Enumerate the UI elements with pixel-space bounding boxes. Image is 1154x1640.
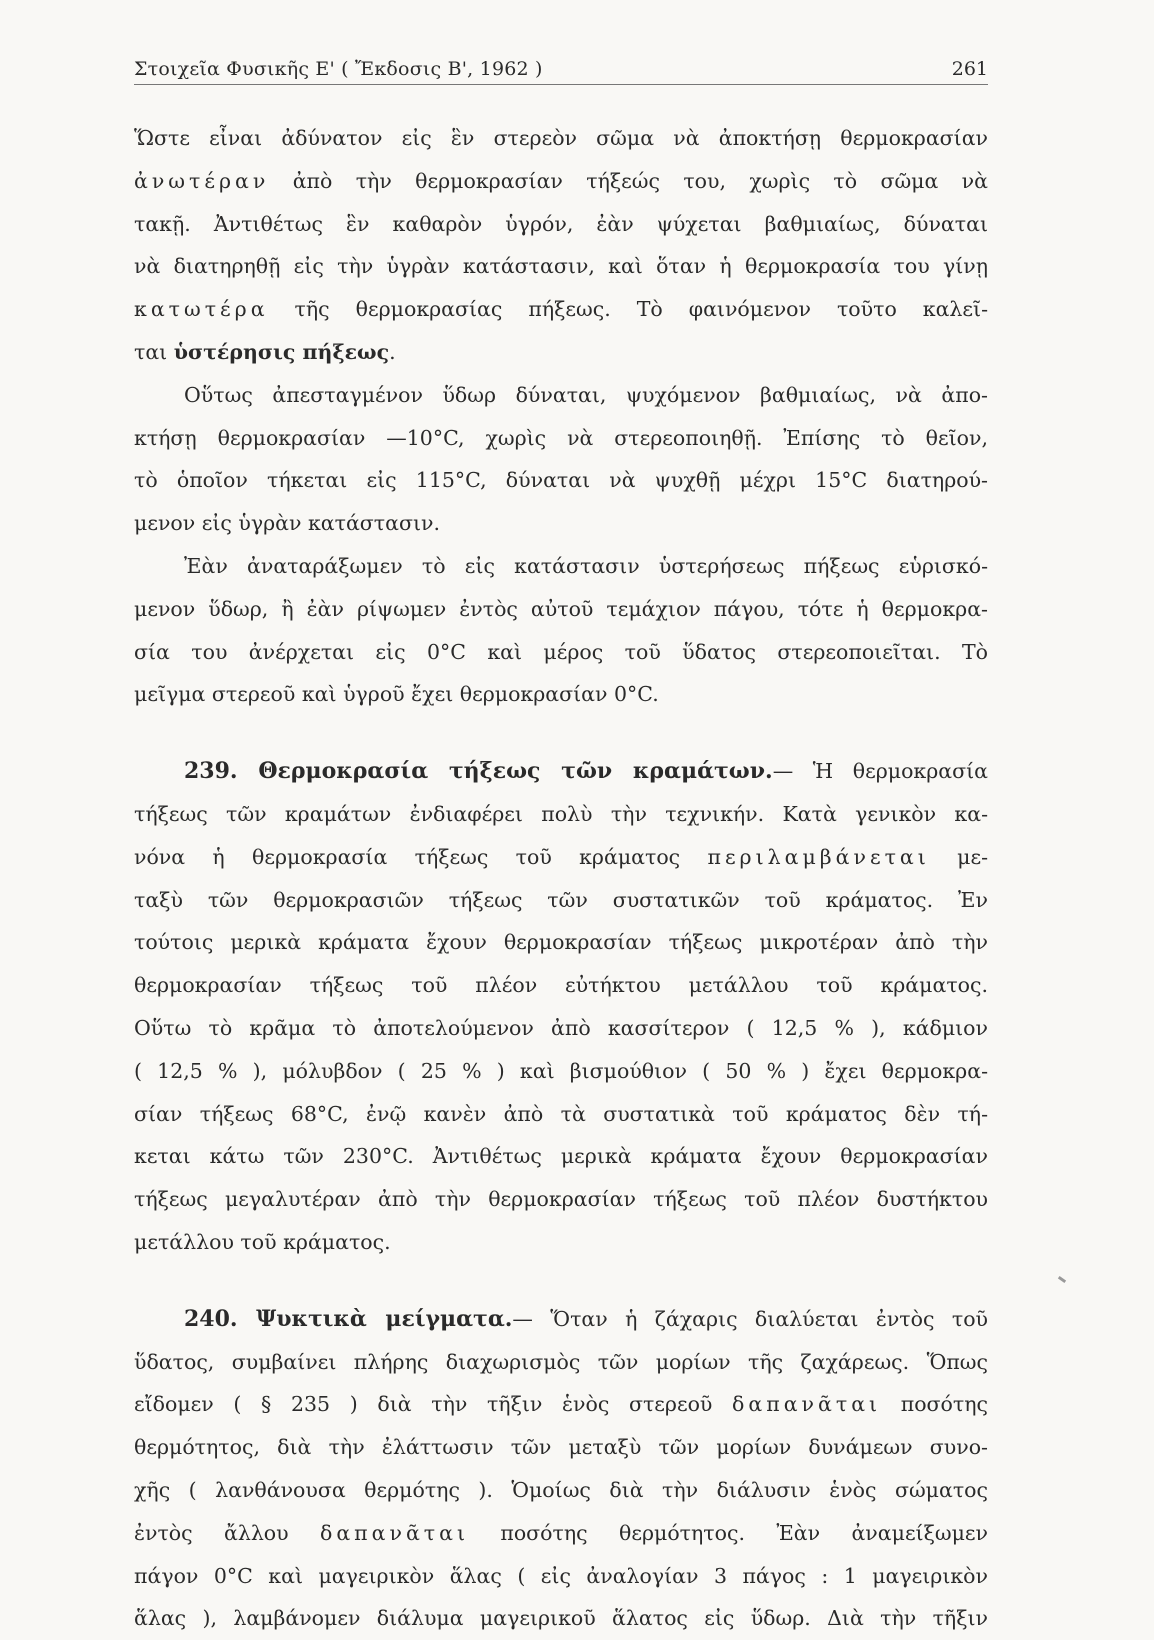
text-line: σία του ἀνέρχεται εἰς 0°C καὶ μέρος τοῦ ὕδατος στερεοποιεῖται. Τὸ: [134, 639, 988, 664]
text-line: μεῖγμα στερεοῦ καὶ ὑγροῦ ἔχει θερμοκρασίαν 0°C.: [134, 682, 659, 707]
section-240-first-line: 240. Ψυκτικὰ μείγματα.— Ὅταν ἡ ζάχαρις διαλύεται ἐντὸς τοῦ: [184, 1305, 988, 1332]
text-line: Ὥστε εἶναι ἀδύνατον εἰς ἓν στερεὸν σῶμα νὰ ἀποκτήσῃ θερμοκρασίαν: [134, 126, 988, 150]
spaced-emphasis: δαπανᾶται: [319, 1520, 470, 1545]
text-line: Οὕτω τὸ κρᾶμα τὸ ἀποτελούμενον ἀπὸ κασσίτερον ( 12,5 % ), κάδμιον: [134, 1015, 988, 1040]
spaced-emphasis: περιλαμβάνεται: [707, 844, 930, 869]
bold-term: ὑστέρησις πήξεως: [173, 339, 390, 364]
text-line: ( 12,5 % ), μόλυβδον ( 25 % ) καὶ βισμούθιον ( 50 % ) ἔχει θερμοκρα-: [134, 1058, 988, 1083]
body-text: [134, 117, 988, 1640]
text-line: πάγον 0°C καὶ μαγειρικὸν ἅλας ( εἰς ἀναλογίαν 3 πάγος : 1 μαγειρικὸν: [134, 1563, 988, 1588]
section-239-first-line: 239. Θερμοκρασία τήξεως τῶν κραμάτων.— Ἡ θερμοκρασία: [184, 758, 988, 785]
text-line: μενον εἰς ὑγρὰν κατάστασιν.: [134, 511, 440, 536]
text-line: Ἐὰν ἀναταράξωμεν τὸ εἰς κατάστασιν ὑστερήσεως πήξεως εὑρισκό-: [184, 553, 988, 578]
spaced-emphasis: κατωτέρα: [134, 297, 269, 322]
text-line: Οὕτως ἀπεσταγμένον ὕδωρ δύναται, ψυχόμενον βαθμιαίως, νὰ ἀπο-: [184, 382, 988, 407]
text-line: κτήσῃ θερμοκρασίαν —10°C, χωρὶς νὰ στερεοποιηθῇ. Ἐπίσης τὸ θεῖον,: [134, 425, 988, 450]
text-line: τακῇ. Ἀντιθέτως ἓν καθαρὸν ὑγρόν, ἐὰν ψύχεται βαθμιαίως, δύναται: [134, 211, 988, 236]
text-line: θερμότητος, διὰ τὴν ἐλάττωσιν τῶν μεταξὺ τῶν μορίων δυνάμεων συνο-: [134, 1435, 988, 1460]
text-line: ταξὺ τῶν θερμοκρασιῶν τήξεως τῶν συστατικῶν τοῦ κράματος. Ἐν: [134, 887, 988, 912]
text-line: θερμοκρασίαν τήξεως τοῦ πλέον εὐτήκτου μετάλλου τοῦ κράματος.: [134, 973, 988, 998]
scan-speck: [1058, 1276, 1066, 1283]
text-line: τὸ ὁποῖον τήκεται εἰς 115°C, δύναται νὰ ψυχθῇ μέχρι 15°C διατηρού-: [134, 468, 988, 493]
text-line: κεται κάτω τῶν 230°C. Ἀντιθέτως μερικὰ κράματα ἔχουν θερμοκρασίαν: [134, 1144, 988, 1169]
text-line: ἅλας ), λαμβάνομεν διάλυμα μαγειρικοῦ ἅλατος εἰς ὕδωρ. Διὰ τὴν τῆξιν: [134, 1606, 988, 1631]
text-line: τούτοις μερικὰ κράματα ἔχουν θερμοκρασίαν τήξεως μικροτέραν ἀπὸ τὴν: [134, 930, 988, 955]
text-line: ἀνωτέραν ἀπὸ τὴν θερμοκρασίαν τήξεώς του, χωρὶς τὸ σῶμα νὰ: [134, 168, 988, 193]
text-line: εἴδομεν ( § 235 ) διὰ τὴν τῆξιν ἑνὸς στερεοῦ δαπανᾶται ποσότης: [134, 1392, 988, 1417]
text-line: ὕδατος, συμβαίνει πλήρης διαχωρισμὸς τῶν μορίων τῆς ζαχάρεως. Ὅπως: [134, 1349, 988, 1374]
text-line: χῆς ( λανθάνουσα θερμότης ). Ὁμοίως διὰ τὴν διάλυσιν ἑνὸς σώματος: [134, 1477, 988, 1502]
text-line: μετάλλου τοῦ κράματος.: [134, 1229, 391, 1254]
spaced-emphasis: ἀνωτέραν: [134, 168, 270, 193]
page-header: [134, 44, 988, 85]
text-line: ἐντὸς ἄλλου δαπανᾶται ποσότης θερμότητος. Ἐὰν ἀναμείξωμεν: [134, 1520, 989, 1545]
page-number: 261: [951, 58, 988, 80]
running-title: Στοιχεῖα Φυσικῆς Ε' ( Ἔκδοσις Β', 1962 ): [134, 58, 543, 80]
section-heading: 240. Ψυκτικὰ μείγματα.: [184, 1305, 513, 1332]
text-line: νόνα ἡ θερμοκρασία τήξεως τοῦ κράματος περιλαμβάνεται με-: [134, 844, 988, 869]
text-line: ται ὑστέρησις πήξεως.: [134, 339, 396, 364]
text-line: νὰ διατηρηθῇ εἰς τὴν ὑγρὰν κατάστασιν, καὶ ὅταν ἡ θερμοκρασία του γίνῃ: [134, 254, 988, 279]
text-line: σίαν τήξεως 68°C, ἐνῷ κανὲν ἀπὸ τὰ συστατικὰ τοῦ κράματος δὲν τή-: [134, 1101, 988, 1126]
text-line: τήξεως τῶν κραμάτων ἐνδιαφέρει πολὺ τὴν τεχνικήν. Κατὰ γενικὸν κα-: [134, 801, 988, 826]
text-line: μενον ὕδωρ, ἢ ἐὰν ρίψωμεν ἐντὸς αὐτοῦ τεμάχιον πάγου, τότε ἡ θερμοκρα-: [134, 596, 988, 621]
section-heading: 239. Θερμοκρασία τήξεως τῶν κραμάτων.: [184, 758, 773, 785]
spaced-emphasis: δαπανᾶται: [732, 1392, 882, 1417]
text-line: κατωτέρα τῆς θερμοκρασίας πήξεως. Τὸ φαινόμενον τοῦτο καλεῖ-: [134, 297, 988, 322]
text-line: τήξεως μεγαλυτέραν ἀπὸ τὴν θερμοκρασίαν τήξεως τοῦ πλέον δυστήκτου: [134, 1187, 988, 1212]
